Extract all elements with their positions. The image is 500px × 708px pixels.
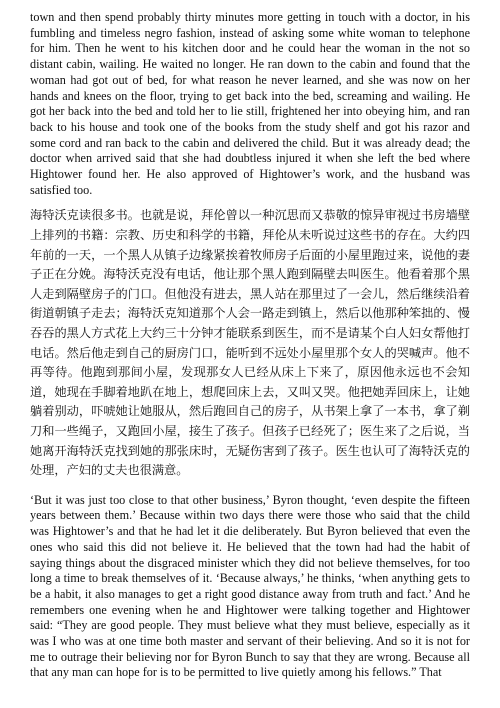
chinese-paragraph: 海特沃克读很多书。也就是说，拜伦曾以一种沉思而又恭敬的惊异审视过书房墙壁上排列的书籍：宗教、历史和科学的书籍，拜伦从未听说过这些书的存在。大约四年前的一天，一个黑人从镇子边缘紧挨着牧师房子后面的小屋里跑过来，说他的妻子正在分娩。海特沃克没有电话，他让那个黑人跑到隔壁去叫医生。他看着那个黑人走到隔壁房子的门口。但他没有进去，黑人站在那里过了一会儿，然后继续沿着街道朝镇子走去；海特沃克知道那个人会一路走到镇上，然后以他那种笨拙的、慢吞吞的黑人方式花上大约三十分钟才能联系到医生，而不是请某个白人妇女帮他打电话。然后他走到自己的厨房门口，能听到不远处小屋里那个女人的哭喊声。他不再等待。他跑到那间小屋，发现那女人已经从床上下来了，原因他永远也不会知道，她现在手脚着地趴在地上，想爬回床上去，又叫又哭。他把她弄回床上，让她躺着别动，吓唬她让她服从，然后跑回自己的房子，从书架上拿了一本书，拿了剃刀和一些绳子，又跑回小屋，接生了孩子。但孩子已经死了；医生来了之后说，当她离开海特沃克找到她的那张床时，无疑伤害到了孩子。医生也认可了海特沃克的处理，产妇的丈夫也很满意。 bbox=[30, 208, 470, 478]
english-paragraph-1: town and then spend probably thirty minutes more getting in touch with a doctor, in his fumbling and timeless negro fashion, instead of asking some white woman to telephone for him. Then he went to his kitchen door and he could hear the woman in the not so distant cabin, wailing. He waited no longer. He ran down to the cabin and found that the woman had got out of bed, for what reason he never learned, and she was now on her hands and knees on the floor, trying to get back into the bed, screaming and wailing. He got her back into the bed and told her to lie still, frightened her into obeying him, and ran back to his house and took one of the books from the study shelf and got his razor and some cord and ran back to the cabin and delivered the child. But it was already dead; the doctor when arrived said that she had doubtless injured it when she left the bed where Hightower found her. He also approved of Hightower’s work, and the husband was satisfied too. bbox=[30, 10, 470, 197]
english-paragraph-2: ‘But it was just too close to that other business,’ Byron thought, ‘even despite the fifteen years between them.’ Because within two days there were those who said that the child was Hightower’s and that he had let it die deliberately. But Byron believed that even the ones who said this did not believe it. He believed that the town had had the habit of saying things about the disgraced minister which they did not believe themselves, for too long a time to break themselves of it. ‘Because always,’ he thinks, ‘when anything gets to be a habit, it also manages to get a right good distance away from truth and fact.’ And he remembers one evening when he and Hightower were talking together and Hightower said: “They are good people. They must believe what they must believe, especially as it was I who was at one time both master and servant of their believing. And so it is not for me to outrage their believing nor for Byron Bunch to say that they are wrong. Because all that any man can hope for is to be permitted to live quietly among his fellows.” That bbox=[30, 492, 470, 680]
